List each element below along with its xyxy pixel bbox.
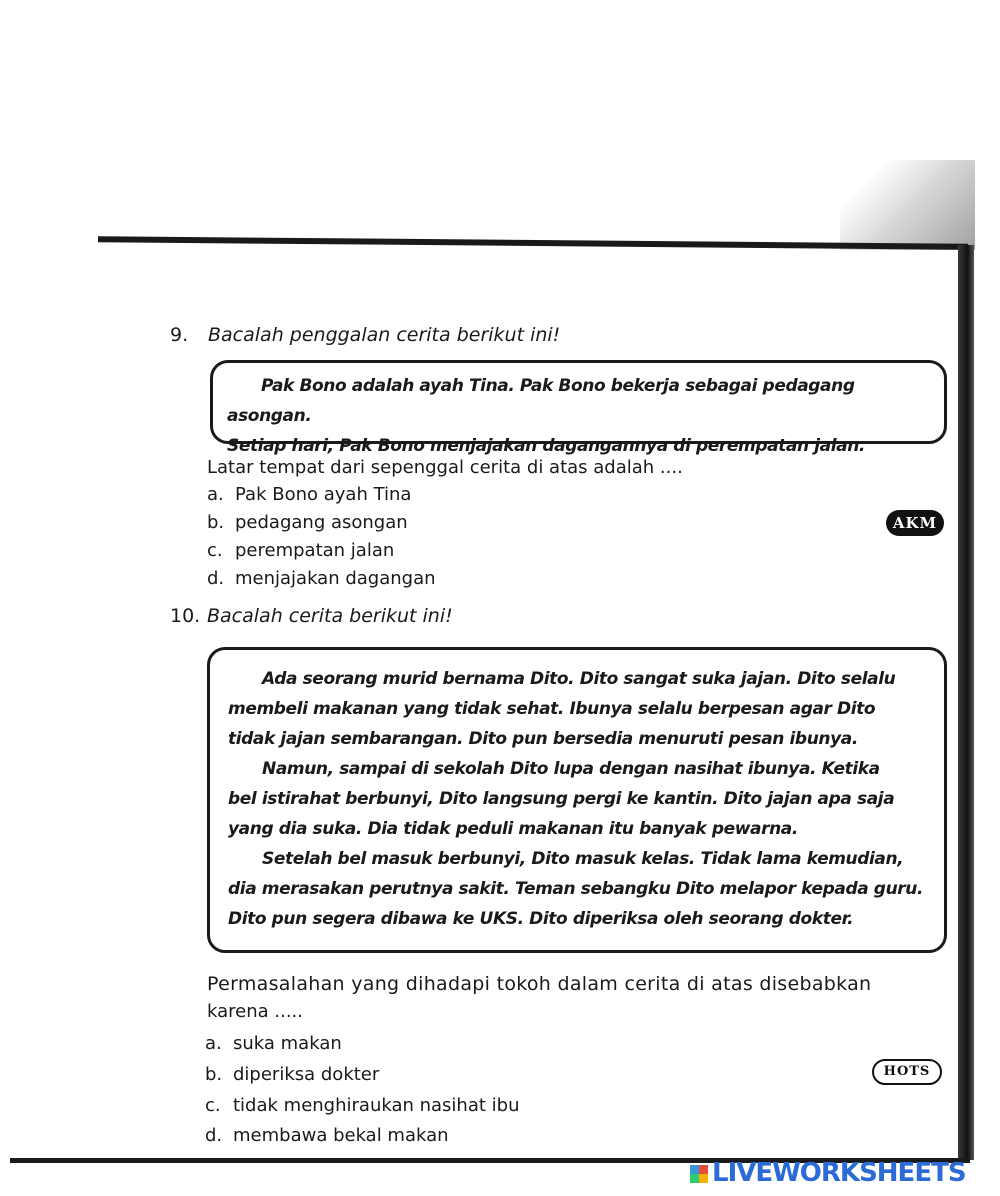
question-9-option-a[interactable] [207, 481, 411, 509]
question-10-number: 10. [170, 605, 201, 627]
passage-line: bel istirahat berbunyi, Dito langsung pergi ke kantin. Dito jajan apa saja [228, 789, 895, 809]
option-text: menjajakan dagangan [235, 568, 436, 589]
question-10-option-d[interactable] [205, 1122, 449, 1150]
option-text: Pak Bono ayah Tina [235, 484, 412, 505]
question-9-option-c[interactable] [207, 537, 394, 565]
page-edge [958, 245, 974, 1160]
passage-line: yang dia suka. Dia tidak peduli makanan itu banyak pewarna. [228, 819, 798, 839]
passage-line: Setelah bel masuk berbunyi, Dito masuk kelas. Tidak lama kemudian, [262, 849, 904, 869]
liveworksheets-logo-icon [690, 1165, 708, 1183]
option-letter: b. [205, 1064, 223, 1085]
question-10-stem-line-2: karena ..... [207, 1001, 303, 1022]
option-letter: a. [207, 484, 224, 505]
liveworksheets-watermark [690, 1158, 966, 1188]
question-9-option-b[interactable] [207, 509, 408, 537]
passage-line: tidak jajan sembarangan. Dito pun bersedia menuruti pesan ibunya. [228, 729, 858, 749]
option-text: pedagang asongan [235, 512, 408, 533]
question-10-title: Bacalah cerita berikut ini! [207, 605, 453, 627]
passage-line: Ada seorang murid bernama Dito. Dito sangat suka jajan. Dito selalu [262, 669, 896, 689]
akm-badge: AKM [886, 510, 944, 536]
question-9-title: Bacalah penggalan cerita berikut ini! [208, 324, 561, 346]
option-letter: d. [207, 568, 225, 589]
passage-line: dia merasakan perutnya sakit. Teman sebangku Dito melapor kepada guru. [228, 879, 924, 899]
option-text: suka makan [233, 1033, 342, 1054]
top-rule [98, 236, 968, 250]
option-letter: c. [207, 540, 223, 561]
option-letter: b. [207, 512, 225, 533]
option-text: membawa bekal makan [233, 1125, 449, 1146]
question-10-stem-line-1: Permasalahan yang dihadapi tokoh dalam cerita di atas disebabkan [207, 973, 872, 995]
question-9-option-d[interactable] [207, 565, 436, 593]
passage-line: Pak Bono adalah ayah Tina. Pak Bono bekerja sebagai pedagang asongan. [227, 376, 855, 426]
question-10-option-c[interactable] [205, 1092, 520, 1120]
option-text: perempatan jalan [235, 540, 395, 561]
question-9-number: 9. [170, 324, 189, 346]
passage-line: Setiap hari, Pak Bono menjajakan dagangannya di perempatan jalan. [227, 436, 865, 456]
option-text: tidak menghiraukan nasihat ibu [233, 1095, 520, 1116]
passage-line: membeli makanan yang tidak sehat. Ibunya selalu berpesan agar Dito [228, 699, 876, 719]
option-letter: d. [205, 1125, 223, 1146]
question-9-passage-box [210, 360, 947, 456]
question-10-option-b[interactable] [205, 1061, 379, 1089]
question-10-option-a[interactable] [205, 1030, 342, 1058]
scan-shadow [840, 160, 975, 250]
question-10-passage-box [207, 647, 947, 953]
option-letter: c. [205, 1095, 221, 1116]
option-letter: a. [205, 1033, 222, 1054]
passage-line: Namun, sampai di sekolah Dito lupa dengan nasihat ibunya. Ketika [262, 759, 880, 779]
hots-badge: HOTS [872, 1059, 942, 1085]
watermark-text: LIVEWORKSHEETS [712, 1158, 966, 1188]
question-9-stem: Latar tempat dari sepenggal cerita di atas adalah .... [207, 457, 683, 478]
option-text: diperiksa dokter [233, 1064, 380, 1085]
passage-line: Dito pun segera dibawa ke UKS. Dito diperiksa oleh seorang dokter. [228, 909, 854, 929]
